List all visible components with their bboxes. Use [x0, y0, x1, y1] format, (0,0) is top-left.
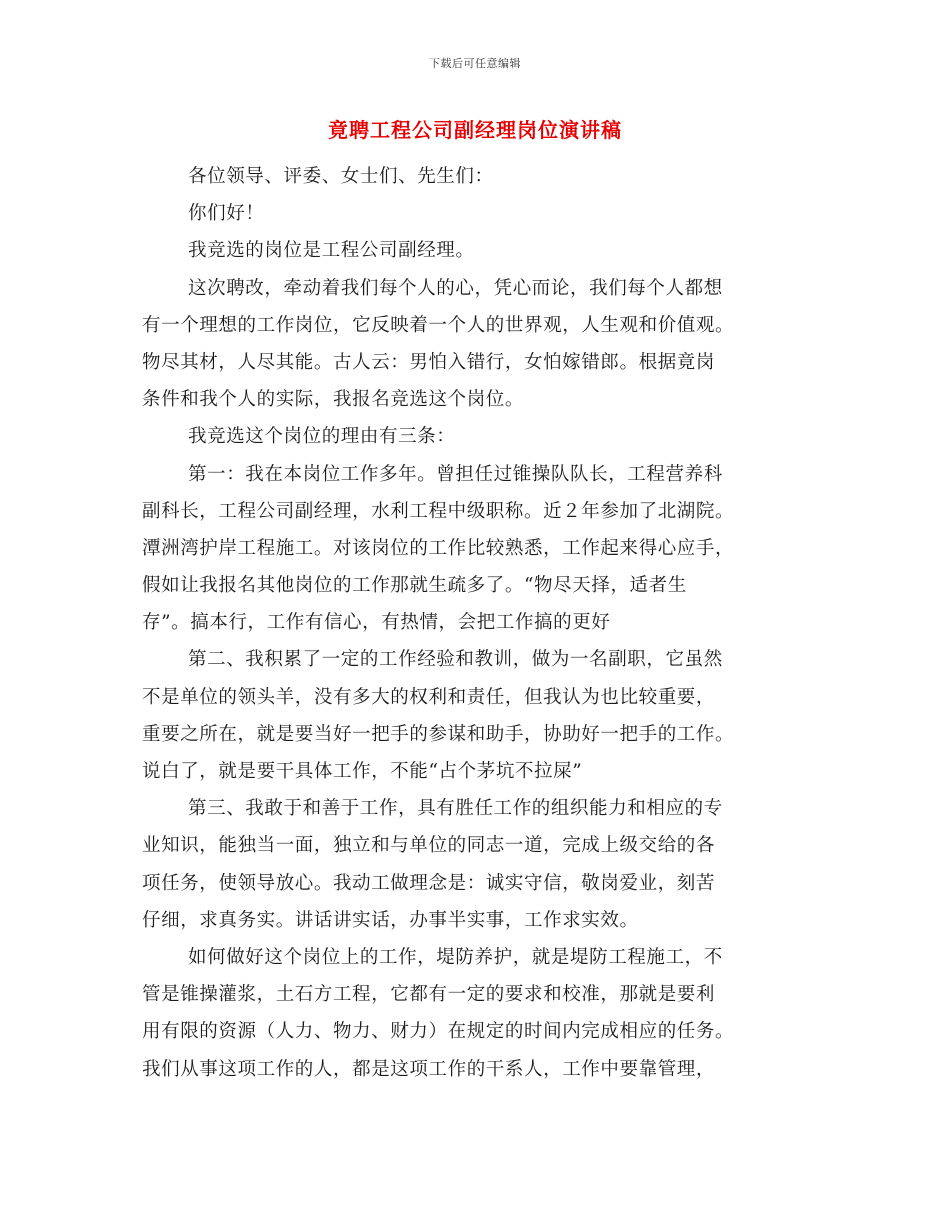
body-line: 我们从事这项工作的人，都是这项工作的干系人，工作中要靠管理，	[142, 1058, 716, 1080]
body-line: 说白了，就是要干具体工作，不能“占个茅坑不拉屎”	[142, 761, 583, 782]
body-line: 我竞选的岗位是工程公司副经理。	[188, 240, 475, 262]
body-line: 潭洲湾护岸工程施工。对该岗位的工作比较熟悉，工作起来得心应手，	[142, 537, 735, 559]
body-line: 管是锥操灌浆，土石方工程，它都有一定的要求和校准，那就是要利	[142, 984, 716, 1006]
body-line: 业知识，能独当一面，独立和与单位的同志一道，完成上级交给的各	[142, 835, 716, 857]
document-title: 竟聘工程公司副经理岗位演讲稿	[328, 118, 622, 142]
body-line: 第三、我敢于和善于工作，具有胜任工作的组织能力和相应的专	[188, 798, 723, 820]
body-line: 物尽其材，人尽其能。古人云：男怕入错行，女怕嫁错郎。根据竟岗	[142, 351, 716, 373]
body-line: 各位领导、评委、女士们、先生们：	[188, 166, 494, 187]
body-line: 如何做好这个岗位上的工作，堤防养护，就是堤防工程施工，不	[188, 946, 723, 968]
body-line: 用有限的资源（人力、物力、财力）在规定的时间内完成相应的任务。	[142, 1021, 735, 1043]
body-line: 你们好！	[188, 203, 265, 225]
body-line: 有一个理想的工作岗位，它反映着一个人的世界观，人生观和价值观。	[142, 314, 735, 336]
body-line: 仔细，求真务实。讲话讲实话，办事半实事，工作求实效。	[142, 909, 639, 931]
body-line: 副科长，工程公司副经理，水利工程中级职称。近２年参加了北湖院。	[142, 500, 735, 522]
body-line: 项任务，使领导放心。我动工做理念是：诚实守信，敬岗爱业，刻苦	[142, 872, 716, 894]
body-line: 条件和我个人的实际，我报名竞选这个岗位。	[142, 389, 525, 411]
body-line: 第二、我积累了一定的工作经验和教训，做为一名副职，它虽然	[188, 649, 723, 671]
body-line: 第一：我在本岗位工作多年。曾担任过锥操队队长，工程营养科	[188, 463, 723, 485]
body-line: 不是单位的领头羊，没有多大的权利和责任，但我认为也比较重要，	[142, 686, 716, 708]
page-header-note: 下载后可任意编辑	[429, 57, 521, 70]
body-line: 这次聘改，牵动着我们每个人的心，凭心而论，我们每个人都想	[188, 277, 723, 299]
body-line: 我竞选这个岗位的理由有三条：	[188, 426, 456, 448]
body-line: 假如让我报名其他岗位的工作那就生疏多了。“物尽天择，适者生	[142, 575, 687, 597]
document-body	[142, 158, 810, 1088]
body-line: 存”。搞本行，工作有信心，有热情，会把工作搞的更好	[142, 612, 611, 634]
body-line: 重要之所在，就是要当好一把手的参谋和助手，协助好一把手的工作。	[142, 723, 735, 745]
